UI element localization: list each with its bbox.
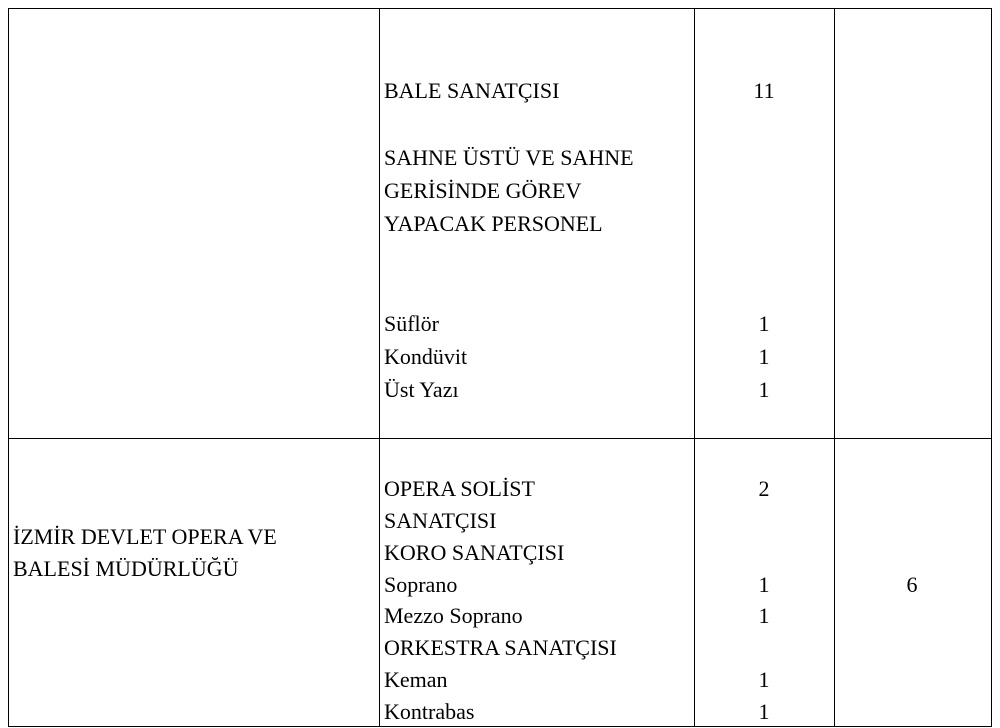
position-count: 1: [758, 667, 770, 692]
position-count: 1: [758, 377, 770, 402]
position-group-heading: YAPACAK PERSONEL: [384, 211, 603, 236]
table-bottom-border: [8, 726, 992, 727]
position-label: Keman: [384, 667, 448, 692]
position-label: Kondüvit: [384, 344, 468, 369]
total-count: 6: [906, 572, 918, 597]
position-group-heading: GERİSİNDE GÖREV: [384, 178, 582, 203]
position-label: Süflör: [384, 311, 439, 336]
table-left-border: [8, 8, 9, 727]
table-top-border: [8, 8, 992, 9]
column-divider-3: [834, 8, 835, 727]
position-count: 1: [758, 311, 770, 336]
institution-name-line1: İZMİR DEVLET OPERA VE: [13, 524, 277, 549]
position-label: Üst Yazı: [384, 377, 459, 402]
position-label: SANATÇISI: [384, 508, 497, 533]
institution-name-line2: BALESİ MÜDÜRLÜĞÜ: [13, 556, 239, 581]
position-label: OPERA SOLİST: [384, 476, 535, 501]
position-group-heading: ORKESTRA SANATÇISI: [384, 635, 617, 660]
column-divider-2: [694, 8, 695, 727]
row-divider: [8, 438, 992, 439]
position-label: Mezzo Soprano: [384, 603, 523, 628]
position-count: 1: [758, 699, 770, 724]
column-divider-1: [379, 8, 380, 727]
position-group-heading: KORO SANATÇISI: [384, 540, 565, 565]
position-count: 1: [758, 572, 770, 597]
position-group-heading: SAHNE ÜSTÜ VE SAHNE: [384, 145, 634, 170]
position-label: BALE SANATÇISI: [384, 78, 560, 103]
position-label: Soprano: [384, 572, 458, 597]
position-count: 1: [758, 603, 770, 628]
position-count: 11: [753, 78, 775, 103]
table-right-border: [991, 8, 992, 727]
position-count: 1: [758, 344, 770, 369]
position-label: Kontrabas: [384, 699, 475, 724]
position-count: 2: [758, 476, 770, 501]
